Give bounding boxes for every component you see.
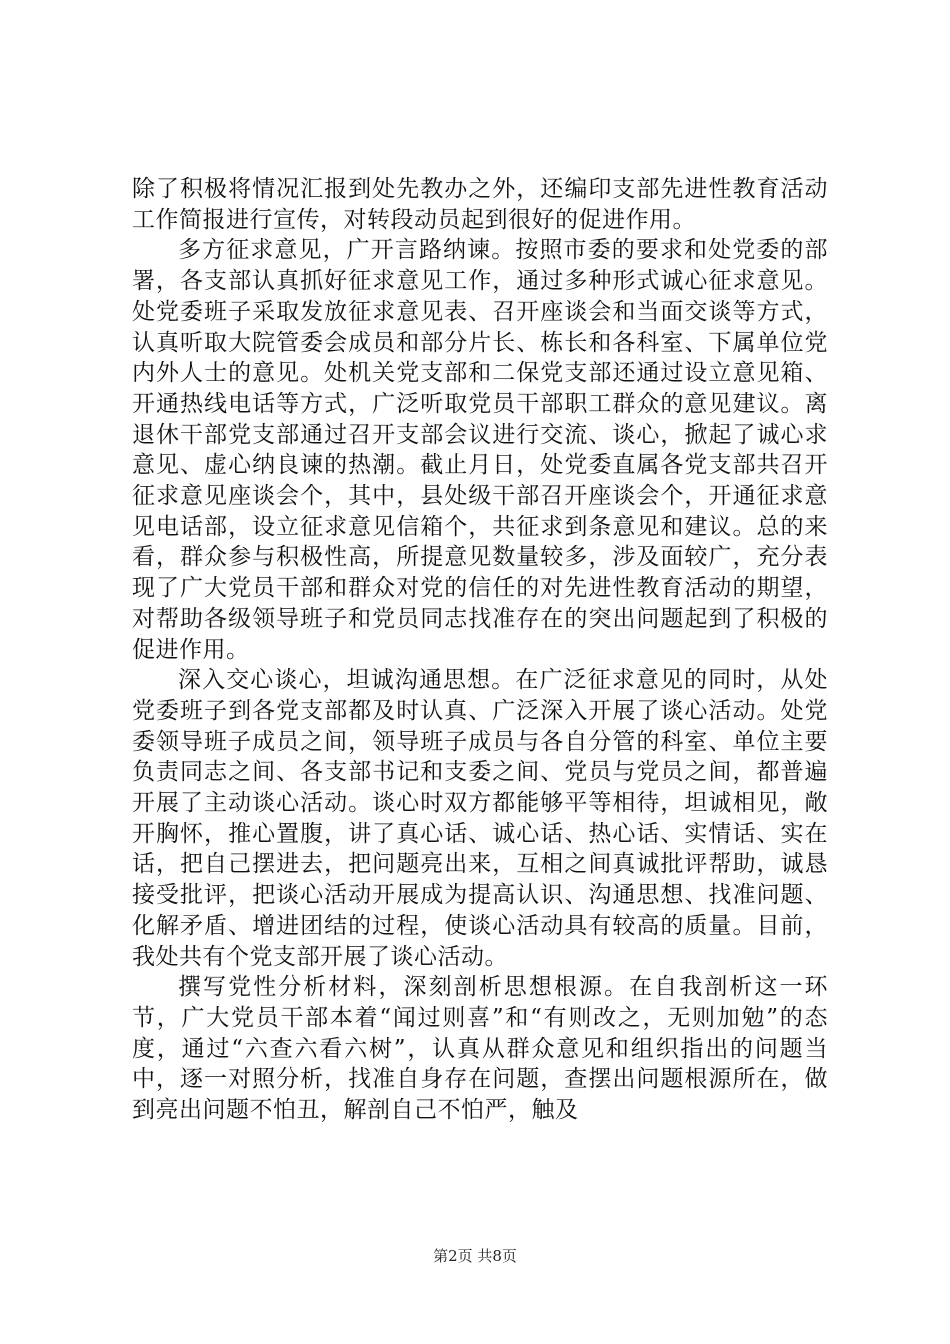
document-body bbox=[132, 174, 828, 1126]
paragraph-solicit-opinions: 多方征求意见，广开言路纳谏。按照市委的要求和处党委的部署，各支部认真抓好征求意见工作，通过多种形式诚心征求意见。处党委班子采取发放征求意见表、召开座谈会和当面交谈等方式，认真听取大院管委会成员和部分片长、栋长和各科室、下属单位党内外人士的意见。处机关党支部和二保党支部还通过设立意见箱、开通热线电话等方式，广泛听取党员干部职工群众的意见建议。离退休干部党支部通过召开支部会议进行交流、谈心，掀起了诚心求意见、虚心纳良谏的热潮。截止月日，处党委直属各党支部共召开征求意见座谈会个，其中，县处级干部召开座谈会个，开通征求意见电话部，设立征求意见信箱个，共征求到条意见和建议。总的来看，群众参与积极性高，所提意见数量较多，涉及面较广，充分表现了广大党员干部和群众对党的信任的对先进性教育活动的期望，对帮助各级领导班子和党员同志找准存在的突出问题起到了积极的促进作用。 bbox=[132, 237, 828, 663]
paragraph-heart-to-heart-talks: 深入交心谈心，坦诚沟通思想。在广泛征求意见的同时，从处党委班子到各党支部都及时认真、广泛深入开展了谈心活动。处党委领导班子成员之间，领导班子成员与各自分管的科室、单位主要负责同志之间、各支部书记和支委之间、党员与党员之间，都普遍开展了主动谈心活动。谈心时双方都能够平等相待，坦诚相见，敞开胸怀，推心置腹，讲了真心话、诚心话、热心话、实情话、实在话，把自己摆进去，把问题亮出来，互相之间真诚批评帮助，诚恳接受批评，把谈心活动开展成为提高认识、沟通思想、找准问题、化解矛盾、增进团结的过程，使谈心活动具有较高的质量。目前，我处共有个党支部开展了谈心活动。 bbox=[132, 667, 828, 970]
paragraph-party-analysis: 撰写党性分析材料，深刻剖析思想根源。在自我剖析这一环节，广大党员干部本着“闻过则喜”和“有则改之，无则加勉”的态度，通过“六查六看六树”，认真从群众意见和组织指出的问题当中，逐一对照分析，找准自身存在问题，查摆出问题根源所在，做到亮出问题不怕丑，解剖自己不怕严，触及 bbox=[132, 974, 828, 1124]
paragraph-continuation: 除了积极将情况汇报到处先教办之外，还编印支部先进性教育活动工作简报进行宣传，对转段动员起到很好的促进作用。 bbox=[132, 176, 828, 233]
page-footer: 第2页 共8页 bbox=[433, 1247, 517, 1265]
